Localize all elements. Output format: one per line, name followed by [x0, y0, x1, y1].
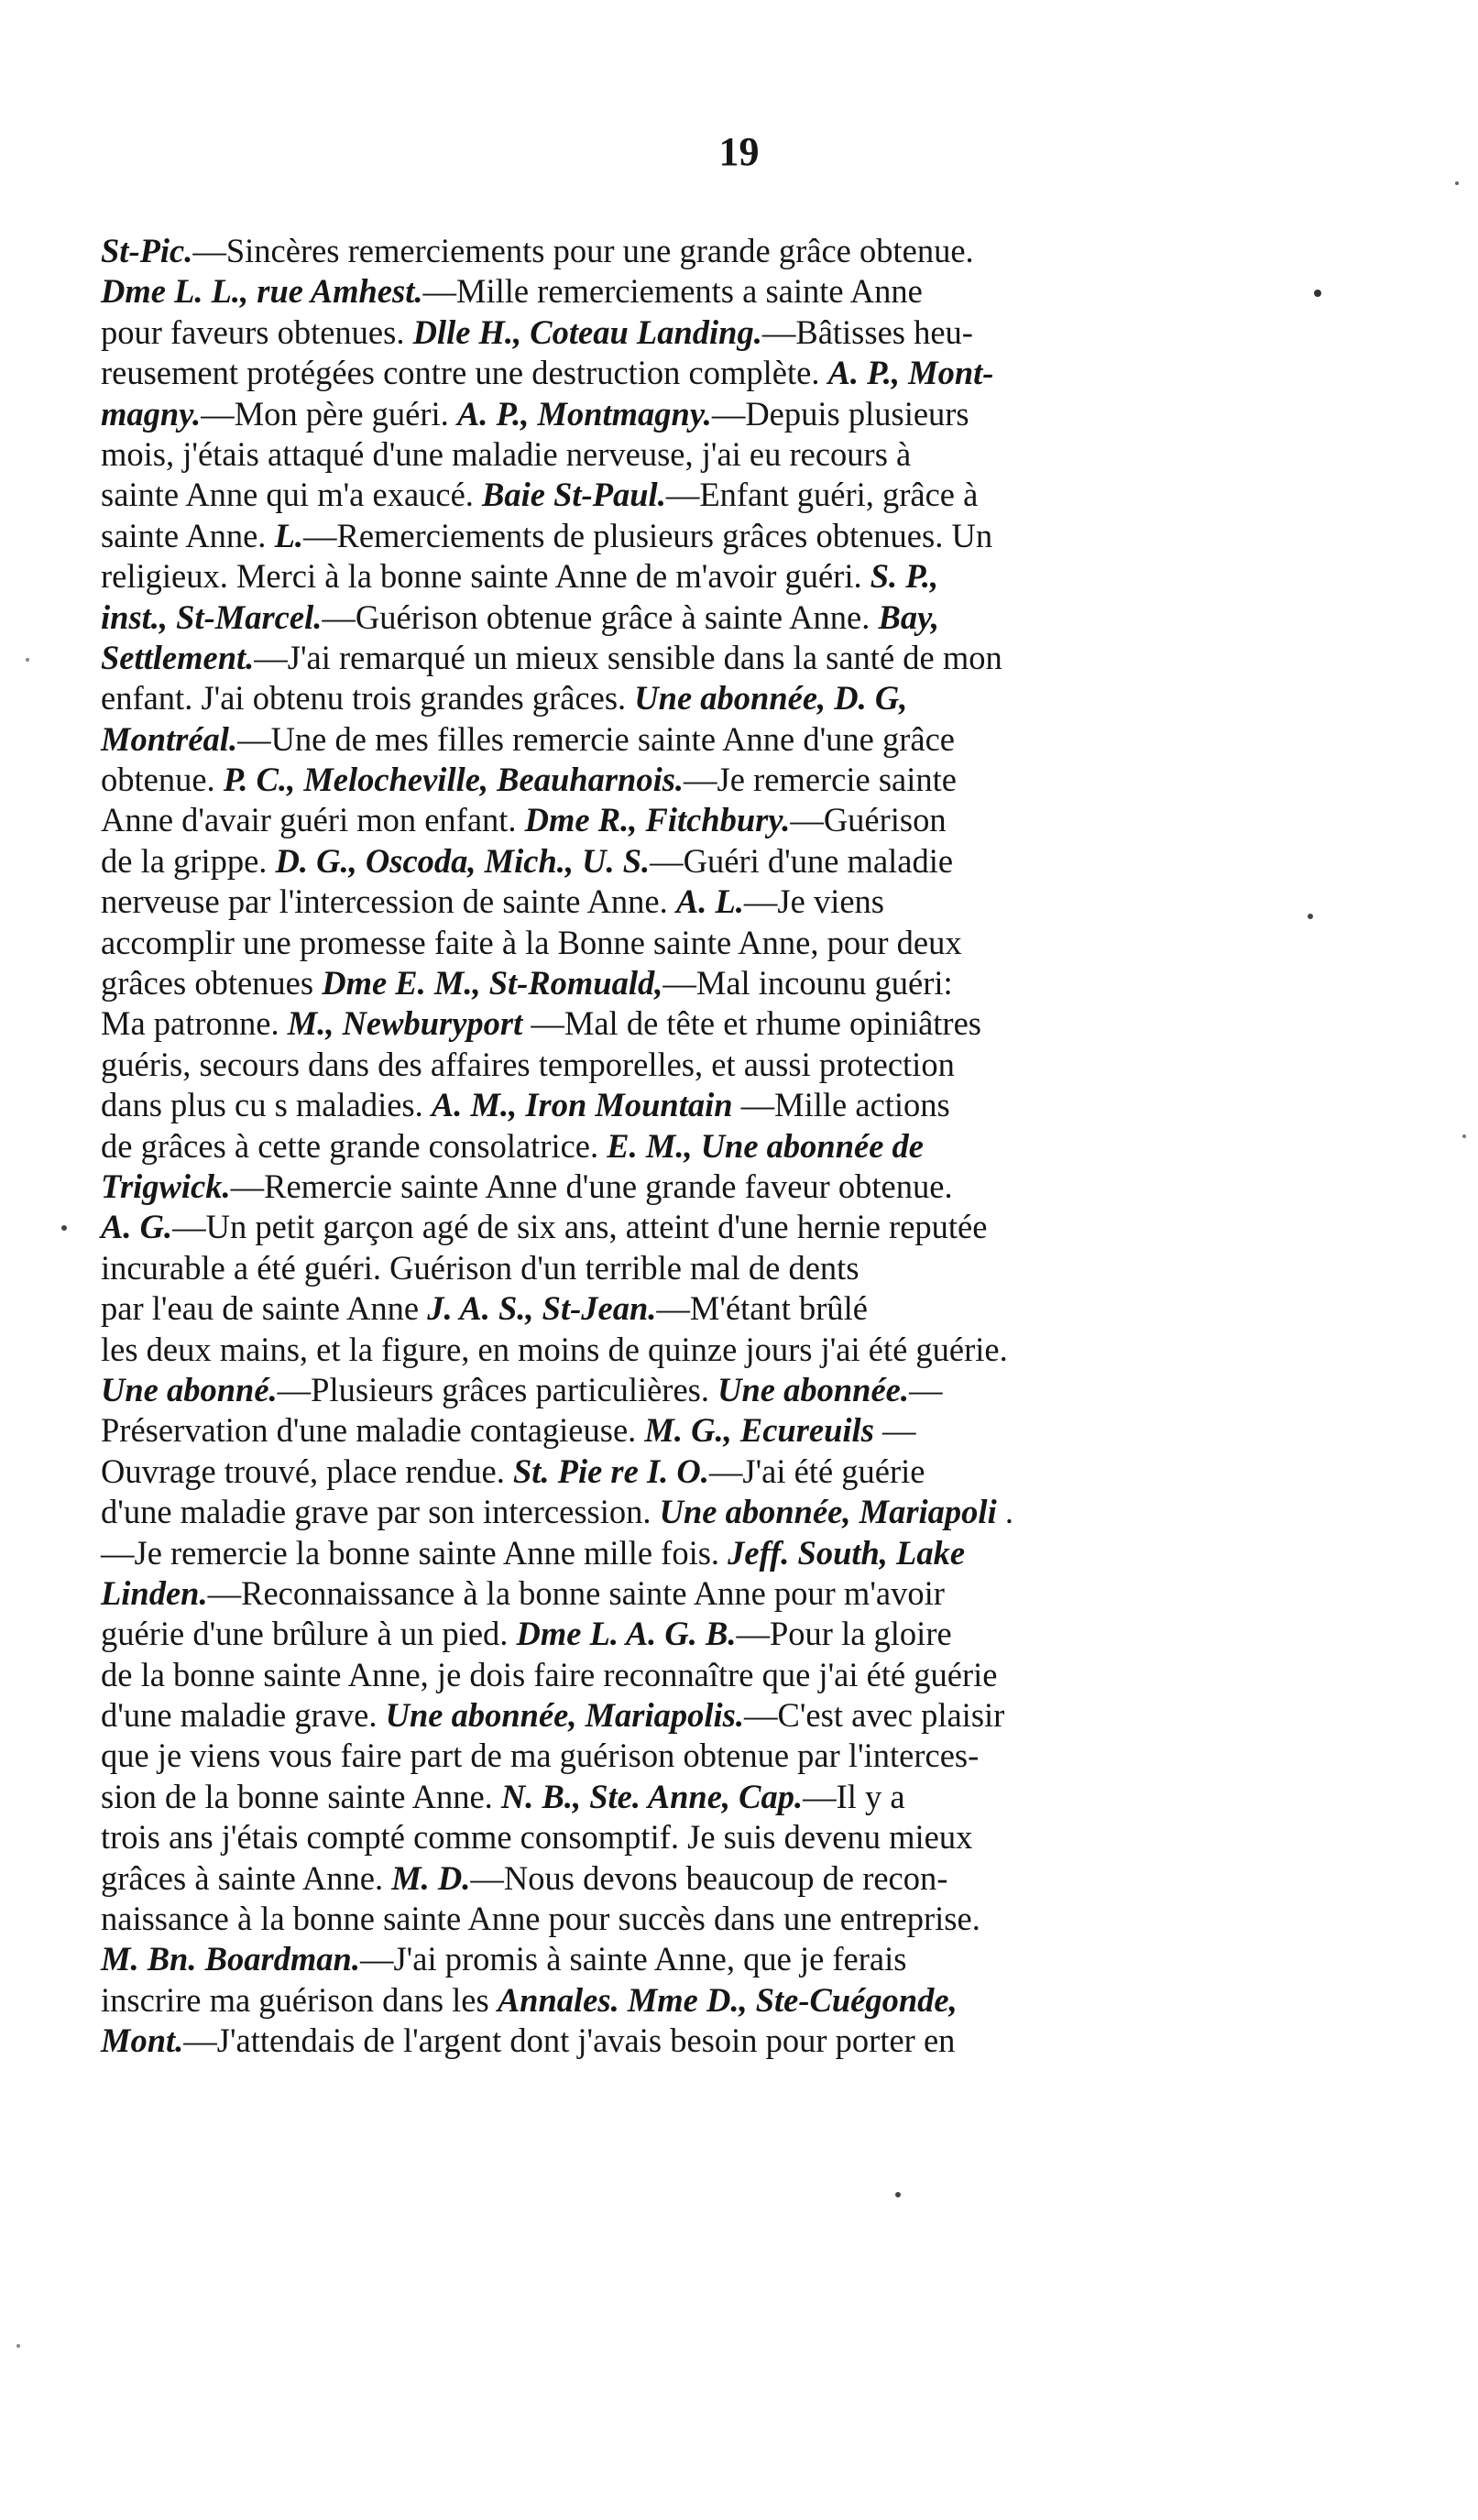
- body-text: pour faveurs obtenues.: [101, 312, 413, 351]
- body-text: —Mille remerciements a sainte Anne: [422, 272, 923, 311]
- body-text: —Mille actions: [732, 1086, 950, 1124]
- body-text: —Je remercie la bonne sainte Anne mille fois.: [101, 1533, 728, 1572]
- body-text: —Guéri d'une maladie: [650, 841, 954, 880]
- body-text: —Enfant guéri, grâce à: [665, 476, 979, 514]
- text-line: [101, 556, 1274, 597]
- body-text: incurable a été guéri. Guérison d'un terrible mal de dents: [101, 1248, 859, 1287]
- body-text: —Remerciements de plusieurs grâces obtenues. Un: [302, 516, 993, 554]
- speck: [1314, 290, 1321, 297]
- text-line: [101, 597, 1274, 638]
- signature-text: N. B., Ste. Anne, Cap.: [500, 1777, 804, 1815]
- body-text: nerveuse par l'intercession de sainte Anne.: [101, 882, 676, 921]
- speck: [61, 1225, 67, 1231]
- speck: [16, 2344, 20, 2348]
- text-line: [101, 2021, 1274, 2061]
- text-line: [101, 1045, 1274, 1085]
- text-line: [101, 678, 1274, 718]
- signature-text: Dme L. L., rue Amhest.: [101, 272, 423, 311]
- signature-text: Linden.: [101, 1573, 208, 1612]
- body-text: —Mal de tête et rhume opiniâtres: [522, 1004, 981, 1043]
- speck: [1308, 914, 1313, 919]
- body-text: grâces à sainte Anne.: [101, 1858, 392, 1897]
- signature-text: St-Pic.: [101, 232, 193, 269]
- body-text: enfant. J'ai obtenu trois grandes grâces.: [101, 679, 635, 718]
- body-text: —Nous devons beaucoup de recon-: [470, 1858, 948, 1897]
- signature-text: Mme D., Ste-Cuégonde,: [627, 1980, 958, 2019]
- text-line: [101, 1085, 1274, 1125]
- text-line: [101, 1736, 1274, 1776]
- text-line: [101, 353, 1274, 393]
- text-line: [101, 1288, 1274, 1329]
- body-text: —Mal incounu guéri:: [662, 964, 953, 1003]
- text-line: [101, 1817, 1274, 1857]
- text-line: [101, 800, 1274, 840]
- signature-text: A. L.: [675, 882, 744, 921]
- body-text: —Un petit garçon agé de six ans, atteint d'une hernie reputée: [172, 1208, 988, 1246]
- text-line: [101, 963, 1274, 1003]
- body-text: trois ans j'étais compté comme consomptif. Je suis devenu mieux: [101, 1818, 973, 1857]
- body-text: accomplir une promesse faite à la Bonne sainte Anne, pour deux: [101, 923, 962, 961]
- speck: [895, 2192, 901, 2197]
- body-text: —Sincères remerciements pour une grande grâce obtenue.: [192, 232, 974, 269]
- signature-text: D. G., Oscoda, Mich., U. S.: [275, 841, 651, 880]
- body-text: —Guérison obtenue grâce à sainte Anne.: [322, 597, 879, 636]
- text-line: [101, 1695, 1274, 1736]
- body-text: dans plus cu s maladies.: [101, 1086, 432, 1124]
- signature-text: Jeff. South, Lake: [728, 1533, 966, 1572]
- signature-text: Baie St-Paul.: [482, 476, 666, 514]
- body-text: —J'ai promis à sainte Anne, que je ferais: [359, 1940, 907, 1978]
- body-text: —Mon père guéri.: [201, 394, 457, 433]
- body-text: Anne d'avair guéri mon enfant.: [101, 801, 525, 839]
- signature-text: magny.: [101, 394, 202, 433]
- body-text: —: [908, 1370, 943, 1408]
- signature-text: Mont.: [101, 2021, 184, 2060]
- body-text: Préservation d'une maladie contagieuse.: [101, 1411, 645, 1450]
- text-line: [101, 434, 1274, 475]
- signature-text: Trigwick.: [101, 1167, 231, 1205]
- body-text: [619, 1981, 628, 2019]
- signature-text: M. Bn. Boardman.: [101, 1940, 360, 1978]
- text-line: [101, 1167, 1274, 1207]
- text-line: [101, 516, 1274, 556]
- signature-text: inst., St-Marcel.: [101, 597, 323, 636]
- text-line: [101, 760, 1274, 800]
- body-text: religieux. Merci à la bonne sainte Anne de m'avoir guéri.: [101, 557, 870, 596]
- body-text: —Je viens: [743, 882, 884, 921]
- text-line: [101, 1614, 1274, 1654]
- body-text: sion de la bonne sainte Anne.: [101, 1777, 501, 1815]
- body-text: .: [996, 1493, 1013, 1531]
- signature-text: Settlement.: [101, 638, 255, 676]
- body-text: —Depuis plusieurs: [711, 394, 969, 433]
- body-text: —Remercie sainte Anne d'une grande faveur obtenue.: [230, 1167, 953, 1205]
- signature-text: Une abonnée, Mariapolis.: [385, 1696, 745, 1735]
- text-line: [101, 841, 1274, 882]
- body-text: —J'ai remarqué un mieux sensible dans la santé de mon: [254, 638, 1002, 676]
- signature-text: A. P., Montmagny.: [456, 394, 712, 433]
- body-text: d'une maladie grave par son intercession.: [101, 1493, 660, 1531]
- text-line: [101, 1533, 1274, 1573]
- text-line: [101, 1573, 1274, 1614]
- text-line: [101, 1655, 1274, 1695]
- speck: [1455, 181, 1459, 185]
- signature-text: A. M., Iron Mountain: [431, 1086, 733, 1124]
- body-text: par l'eau de sainte Anne: [101, 1289, 428, 1328]
- signature-text: Montréal.: [101, 719, 238, 758]
- text-line: [101, 1003, 1274, 1044]
- signature-text: A. G.: [101, 1208, 173, 1246]
- body-text: Ma patronne.: [101, 1004, 288, 1043]
- text-line: [101, 231, 1274, 271]
- body-text: de la grippe.: [101, 841, 276, 880]
- text-line: [101, 882, 1274, 922]
- body-text: de grâces à cette grande consolatrice.: [101, 1126, 608, 1165]
- signature-text: A. P., Mont-: [827, 354, 994, 392]
- signature-text: Dme R., Fitchbury.: [524, 801, 791, 839]
- body-text: —Je remercie sainte: [684, 761, 957, 799]
- page-number: 19: [718, 129, 760, 174]
- body-text: —Guérison: [790, 801, 947, 839]
- body-text: —J'ai été guérie: [708, 1452, 925, 1490]
- text-line: [101, 1330, 1274, 1370]
- signature-text: St. Pie re I. O.: [512, 1452, 709, 1490]
- body-text: —Une de mes filles remercie sainte Anne d'une grâce: [237, 719, 955, 758]
- signature-text: P. C., Melocheville, Beauharnois.: [223, 761, 684, 799]
- body-text: guéris, secours dans des affaires temporelles, et aussi protection: [101, 1045, 955, 1083]
- text-line: [101, 1980, 1274, 2021]
- signature-text: Dme L. A. G. B.: [516, 1615, 737, 1653]
- body-text: de la bonne sainte Anne, je dois faire reconnaître que j'ai été guérie: [101, 1655, 998, 1693]
- signature-text: S. P.,: [870, 557, 939, 596]
- text-body: [101, 231, 1274, 2062]
- text-line: [101, 475, 1274, 515]
- signature-text: Une abonnée, D. G,: [634, 679, 908, 718]
- text-line: [101, 394, 1274, 434]
- body-text: reusement protégées contre une destruction complète.: [101, 354, 828, 392]
- body-text: —M'étant brûlé: [656, 1289, 868, 1328]
- signature-text: Annales.: [497, 1980, 619, 2019]
- signature-text: E. M., Une abonnée de: [607, 1126, 924, 1165]
- text-line: [101, 271, 1274, 312]
- speck: [26, 658, 29, 662]
- body-text: grâces obtenues: [101, 964, 323, 1003]
- body-text: sainte Anne qui m'a exaucé.: [101, 476, 483, 514]
- text-line: [101, 1410, 1274, 1451]
- body-text: —: [873, 1411, 916, 1450]
- text-line: [101, 1248, 1274, 1288]
- body-text: Ouvrage trouvé, place rendue.: [101, 1452, 513, 1490]
- signature-text: Bay,: [878, 597, 940, 636]
- body-text: inscrire ma guérison dans les: [101, 1980, 498, 2019]
- body-text: naissance à la bonne sainte Anne pour succès dans une entreprise.: [101, 1900, 980, 1938]
- text-line: [101, 1126, 1274, 1167]
- signature-text: Dme E. M., St-Romuald,: [322, 964, 663, 1003]
- text-line: [101, 923, 1274, 963]
- body-text: —Il y a: [803, 1777, 905, 1815]
- text-line: [101, 638, 1274, 678]
- body-text: que je viens vous faire part de ma guérison obtenue par l'interces-: [101, 1737, 980, 1775]
- text-line: [101, 1777, 1274, 1817]
- text-line: [101, 1492, 1274, 1532]
- text-line: [101, 1370, 1274, 1410]
- text-line: [101, 1899, 1274, 1939]
- body-text: mois, j'étais attaqué d'une maladie nerveuse, j'ai eu recours à: [101, 434, 912, 473]
- signature-text: M., Newburyport: [287, 1004, 523, 1043]
- text-line: [101, 312, 1274, 353]
- text-line: [101, 1207, 1274, 1247]
- signature-text: Une abonnée.: [717, 1370, 909, 1408]
- signature-text: M. G., Ecureuils: [644, 1411, 874, 1450]
- body-text: —J'attendais de l'argent dont j'avais besoin pour porter en: [183, 2021, 956, 2060]
- signature-text: Dlle H., Coteau Landing.: [412, 312, 762, 351]
- text-line: [101, 1452, 1274, 1492]
- body-text: —Bâtisses heu-: [761, 312, 973, 351]
- body-text: guérie d'une brûlure à un pied.: [101, 1615, 517, 1653]
- signature-text: L.: [274, 516, 303, 554]
- body-text: sainte Anne.: [101, 516, 275, 554]
- speck: [1462, 1134, 1466, 1138]
- body-text: d'une maladie grave.: [101, 1696, 386, 1735]
- body-text: —C'est avec plaisir: [744, 1696, 1005, 1735]
- signature-text: Une abonné.: [101, 1370, 278, 1408]
- body-text: —Pour la gloire: [736, 1615, 952, 1653]
- text-line: [101, 1939, 1274, 1979]
- body-text: les deux mains, et la figure, en moins de quinze jours j'ai été guérie.: [101, 1330, 1008, 1368]
- text-line: [101, 1858, 1274, 1899]
- signature-text: M. D.: [391, 1858, 471, 1897]
- body-text: —Plusieurs grâces particulières.: [277, 1370, 718, 1408]
- body-text: obtenue.: [101, 761, 224, 799]
- text-line: [101, 719, 1274, 760]
- body-text: —Reconnaissance à la bonne sainte Anne pour m'avoir: [207, 1573, 945, 1612]
- signature-text: J. A. S., St-Jean.: [427, 1289, 657, 1328]
- signature-text: Une abonnée, Mariapoli: [659, 1493, 997, 1531]
